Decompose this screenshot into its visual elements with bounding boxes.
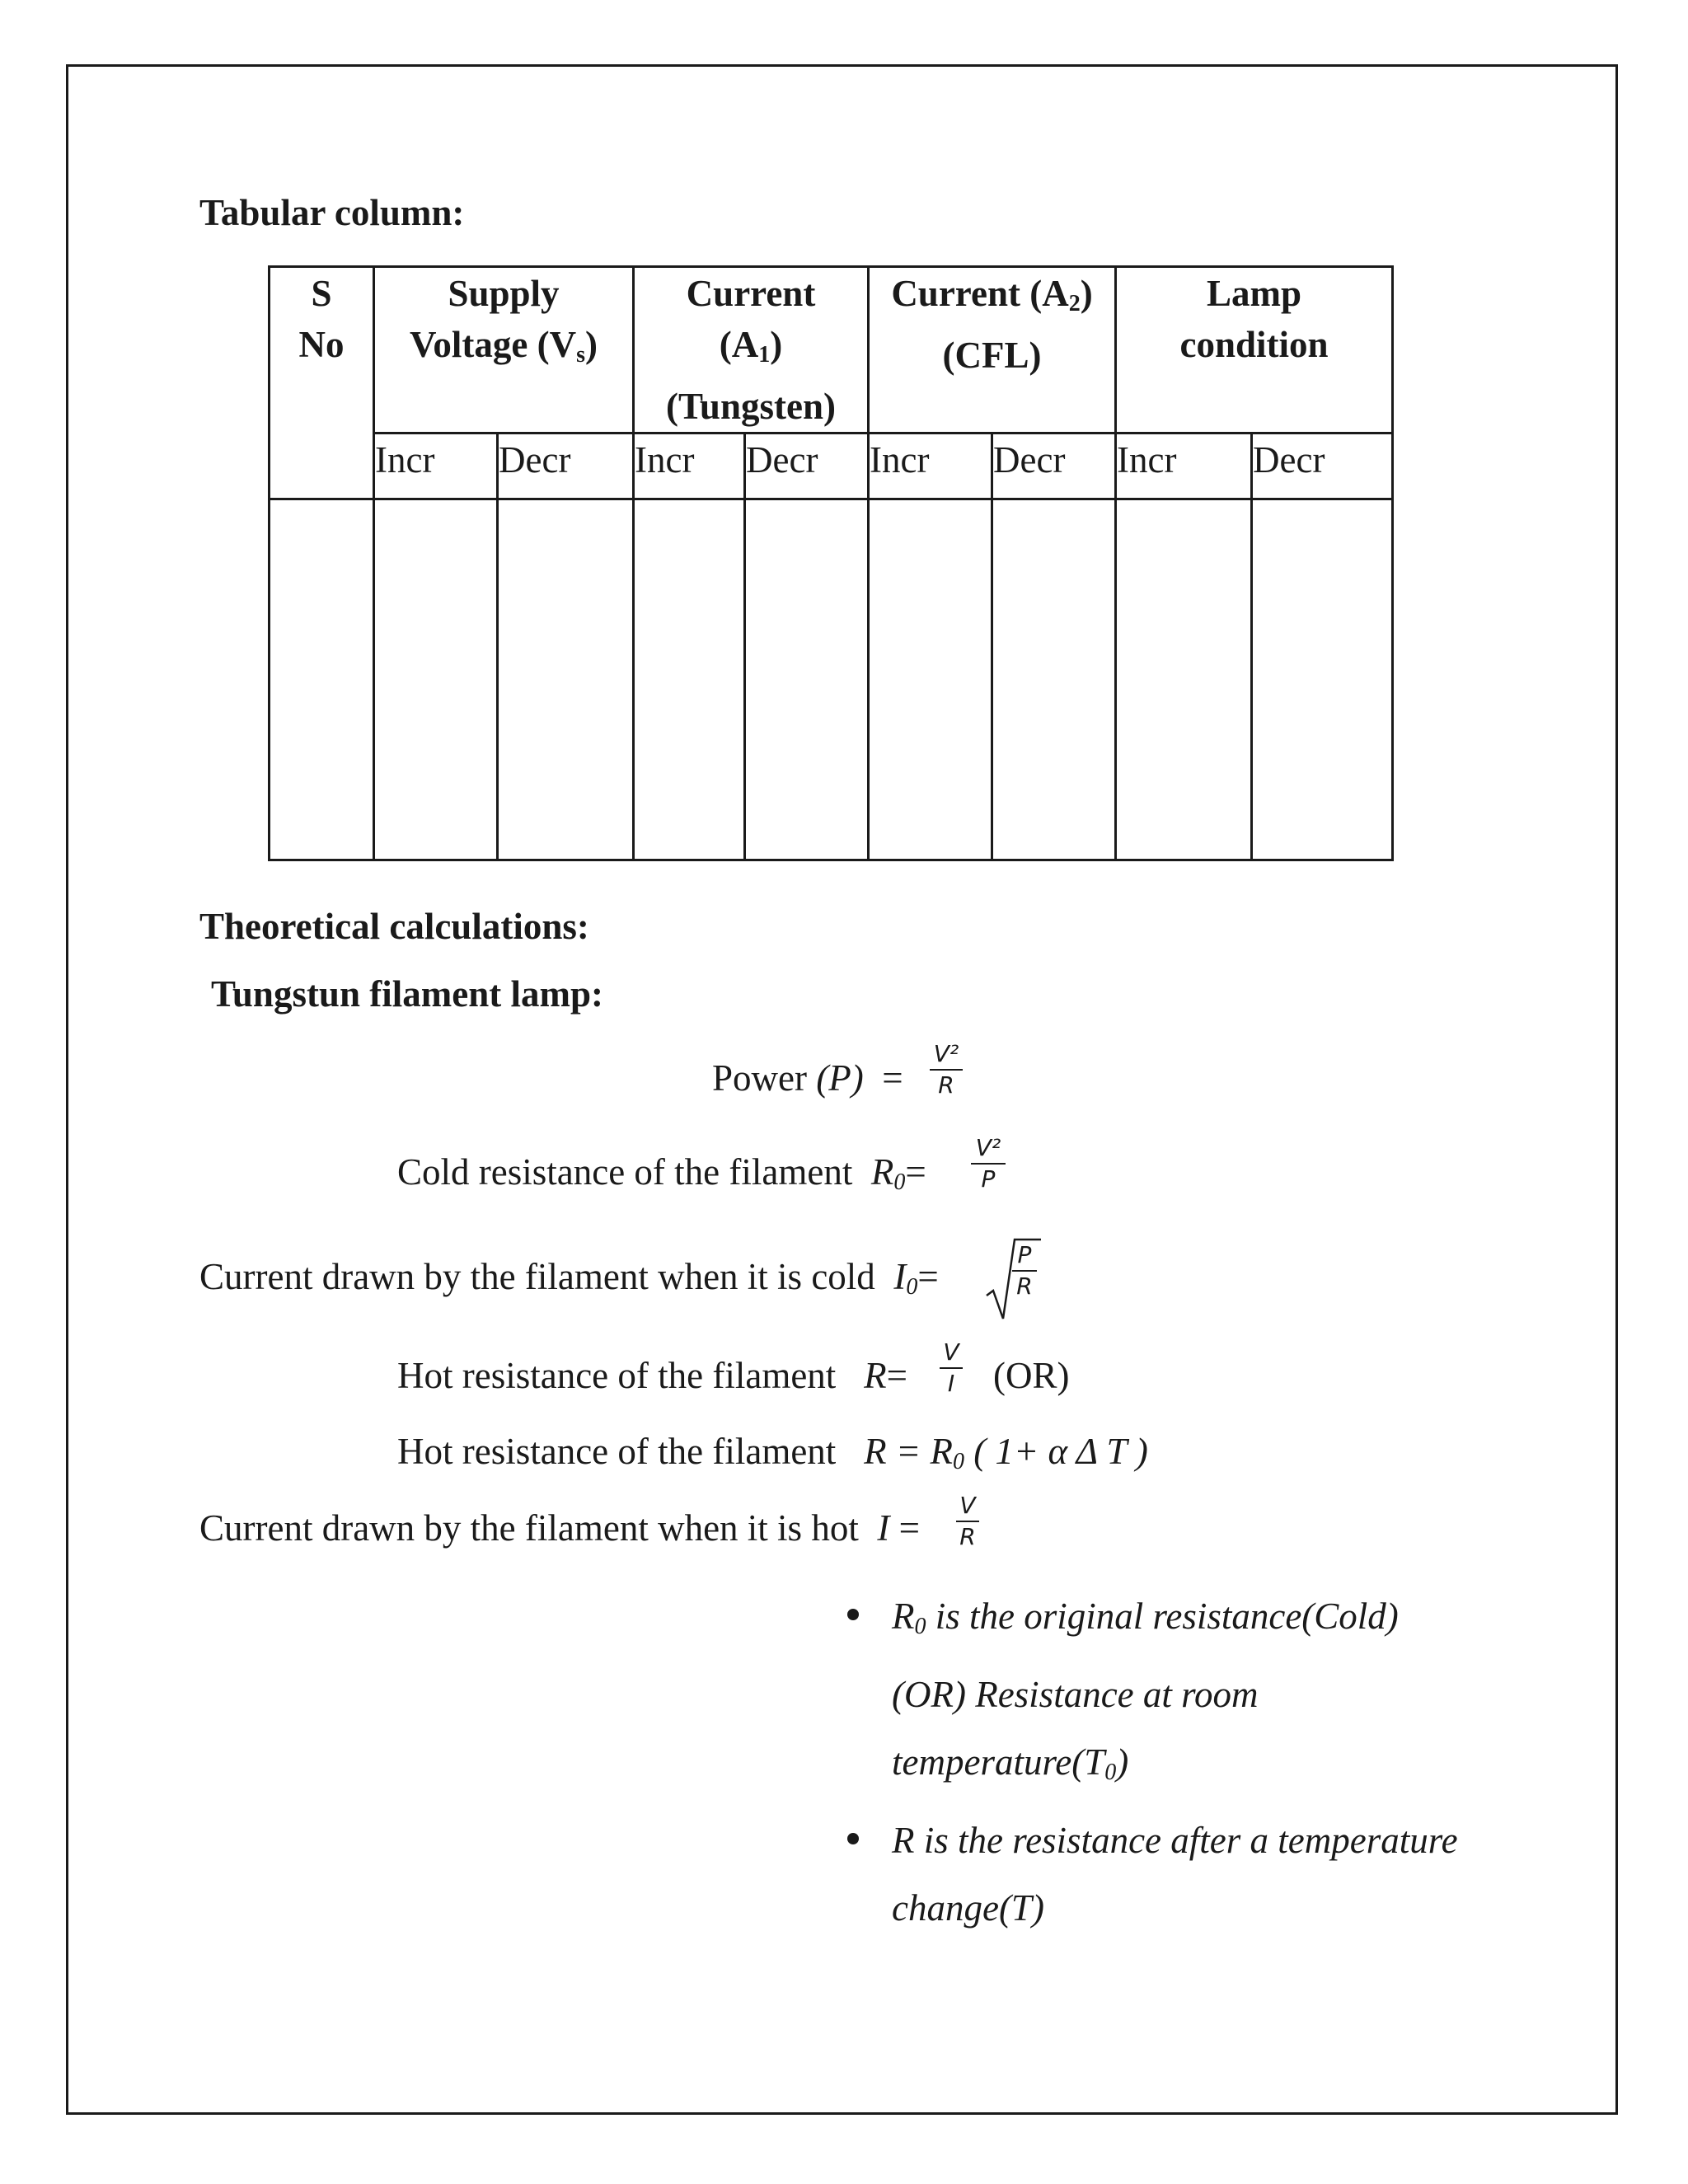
subheader-incr: Incr [869, 434, 992, 499]
fraction-v-over-i: V I [940, 1340, 963, 1396]
empty-cell [745, 499, 869, 860]
subheader-decr: Decr [498, 434, 634, 499]
subheader-incr: Incr [634, 434, 745, 499]
empty-cell [1252, 499, 1393, 860]
empty-cell [992, 499, 1116, 860]
empty-cell [634, 499, 745, 860]
empty-cell [270, 499, 374, 860]
bullet-icon [847, 1609, 859, 1620]
header-lamp-condition: Lamp condition [1116, 267, 1393, 434]
subheader-incr: Incr [374, 434, 498, 499]
header-current-a1: Current $(A_1)$ (Tungsten) [634, 267, 869, 434]
subheader-decr: Decr [992, 434, 1116, 499]
fraction-v2-over-r: V² R [930, 1042, 963, 1098]
note-item: $R_0$ is the original resistance(Cold) (OR) Resistance at room $temperature(T_0)$ [841, 1582, 1467, 1807]
cold-current-formula: Current drawn by the filament when it is cold $I_0=$ [199, 1256, 939, 1300]
fraction-v2-over-p: V² P [971, 1136, 1006, 1192]
empty-cell [869, 499, 992, 860]
empty-cell [498, 499, 634, 860]
note-item: R is the resistance after a temperature change(T) [841, 1807, 1467, 1942]
empty-cell [374, 499, 498, 860]
header-current-a2: Current $(A_2)$ (CFL) [869, 267, 1116, 434]
header-supply-voltage: Supply Voltage $(V_s)$ [374, 267, 634, 434]
heading-tungsten: Tungstun filament lamp: [211, 973, 603, 1015]
or-text: (OR) [993, 1355, 1070, 1396]
fraction-v-over-r: V R [956, 1493, 979, 1549]
observation-table [268, 265, 1394, 861]
power-formula: Power (P) = [712, 1057, 903, 1099]
fraction-p-over-r: P R [1012, 1243, 1037, 1299]
hot-current-formula: Current drawn by the filament when it is hot I = [199, 1507, 920, 1549]
heading-theoretical: Theoretical calculations: [199, 906, 589, 947]
hot-resistance-formula-2: Hot resistance of the filament $R = R_0$ ( 1+ α Δ T ) [397, 1431, 1148, 1474]
subheader-incr: Incr [1116, 434, 1252, 499]
cold-resistance-formula: Cold resistance of the filament $R_0=$ [397, 1151, 926, 1195]
hot-resistance-formula-1: Hot resistance of the filament R= [397, 1355, 907, 1396]
notes-list [841, 1582, 1467, 1942]
header-sno: S No [270, 267, 374, 499]
empty-cell [1116, 499, 1252, 860]
bullet-icon [847, 1833, 859, 1844]
heading-tabular: Tabular column: [199, 192, 465, 233]
subheader-decr: Decr [745, 434, 869, 499]
subheader-decr: Decr [1252, 434, 1393, 499]
